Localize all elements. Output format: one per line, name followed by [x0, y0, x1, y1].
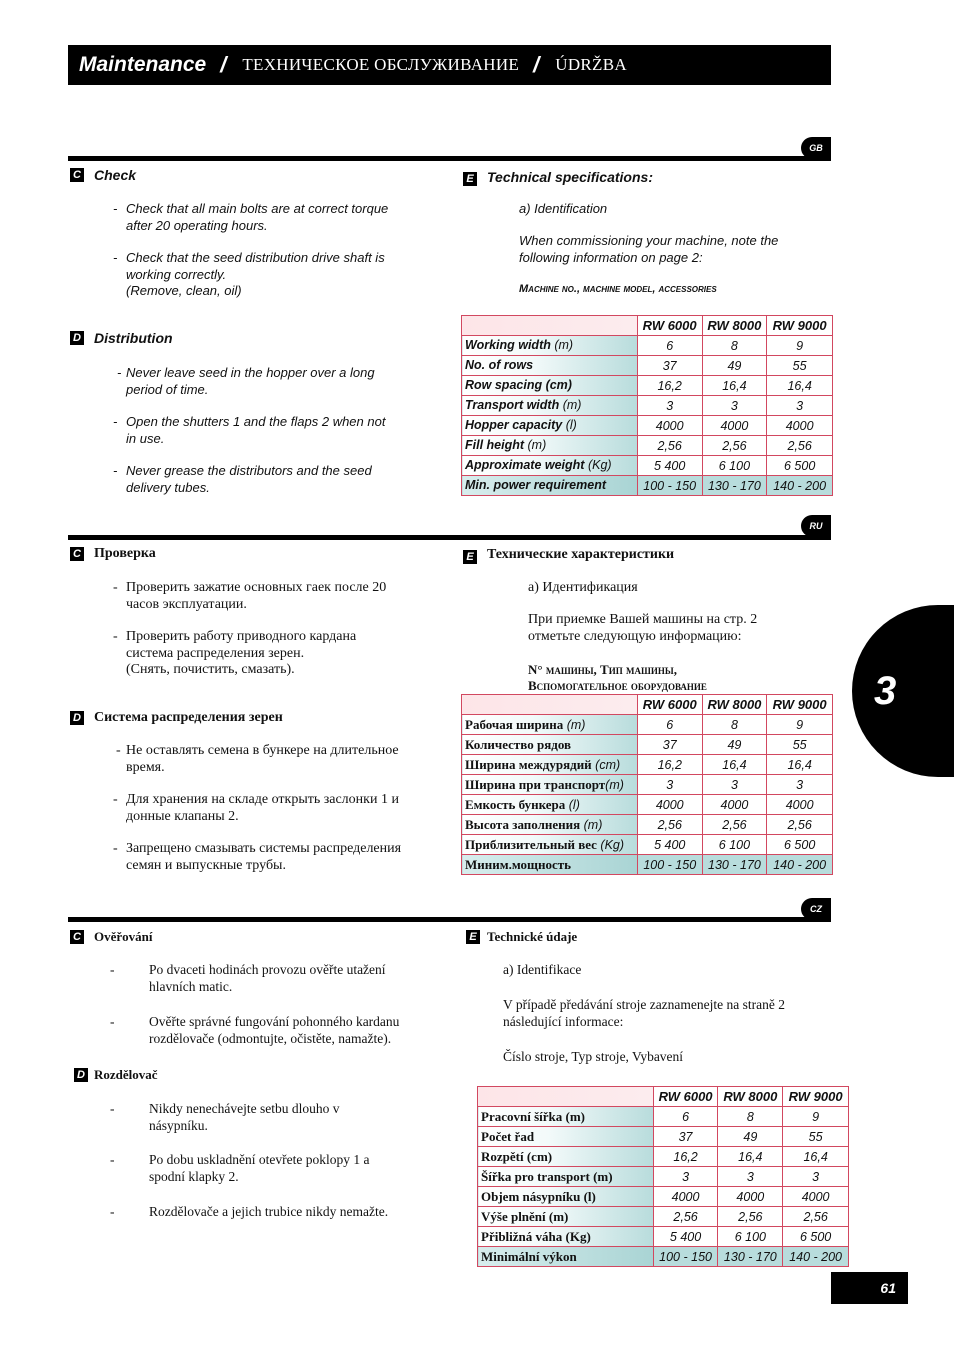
spec-value: 3 [767, 775, 833, 795]
cz-check-item: - Ověřte správné fungování pohonného kardanu rozdělovače (odmontujte, očistěte, namažte). [110, 1014, 400, 1046]
spec-label: Pracovní šířka (m) [478, 1107, 654, 1127]
spec-value: 16,4 [767, 755, 833, 775]
ru-spec-table [461, 694, 833, 875]
spec-label: Ширина междурядий (cm) [462, 755, 638, 775]
model-header: RW 8000 [702, 695, 767, 715]
spec-label: Objem násypníku (l) [478, 1187, 654, 1207]
gb-tech-heading [463, 168, 653, 186]
section-letter-d: D [74, 1068, 88, 1082]
spec-value: 130 - 170 [702, 855, 767, 875]
spec-label: Transport width (m) [462, 396, 638, 416]
spec-label: Row spacing (cm) [462, 376, 638, 396]
page-header [68, 45, 831, 85]
spec-value: 16,2 [637, 755, 702, 775]
spec-value: 49 [718, 1127, 783, 1147]
spec-label: Minimální výkon [478, 1247, 654, 1267]
section-letter-d: D [70, 711, 84, 725]
spec-value: 4000 [783, 1187, 849, 1207]
spec-label: No. of rows [462, 356, 638, 376]
cz-tech-title: Technické údaje [487, 929, 578, 944]
header-title-ru: ТЕХНИЧЕСКОЕ ОБСЛУЖИВАНИЕ [242, 55, 520, 74]
ru-distribution-item: - Запрещено смазывать системы распределения семян и выпускные трубы. [113, 841, 402, 873]
spec-label: Přibližná váha (Kg) [478, 1227, 654, 1247]
table-row [462, 815, 833, 835]
ru-tech-title: Технические характеристики [487, 547, 675, 562]
cz-distribution-title: Rozdělovač [94, 1067, 158, 1082]
spec-value: 2,56 [702, 815, 767, 835]
spec-value: 37 [637, 735, 702, 755]
table-row [462, 356, 833, 376]
gb-spec-table [461, 315, 833, 496]
spec-value: 5 400 [637, 456, 702, 476]
spec-value: 6 100 [718, 1227, 783, 1247]
model-header: RW 8000 [702, 316, 767, 336]
cz-check-heading [70, 929, 153, 945]
model-header: RW 9000 [767, 695, 833, 715]
spec-value: 140 - 200 [767, 476, 833, 496]
spec-value: 6 100 [702, 835, 767, 855]
spec-value: 4000 [637, 795, 702, 815]
table-row [462, 396, 833, 416]
spec-label: Rozpětí (cm) [478, 1147, 654, 1167]
spec-value: 55 [783, 1127, 849, 1147]
spec-value: 4000 [767, 795, 833, 815]
spec-value: 5 400 [653, 1227, 718, 1247]
section-letter-c: C [70, 930, 84, 944]
cz-spec-table [477, 1086, 849, 1267]
ru-machine-info: N° машины, Тип машины, Вспомогательное оборудование [528, 662, 707, 693]
ru-distribution-heading [70, 710, 283, 726]
spec-value: 9 [767, 336, 833, 356]
language-badge-ru: RU [801, 515, 831, 537]
spec-value: 3 [702, 396, 767, 416]
table-row [462, 476, 833, 496]
gb-distribution-item: - Open the shutters 1 and the flaps 2 when not in use. [113, 414, 386, 446]
table-row [462, 775, 833, 795]
spec-value: 9 [783, 1107, 849, 1127]
cz-machine-info: Číslo stroje, Typ stroje, Vybavení [503, 1049, 684, 1064]
section-letter-c: C [70, 547, 84, 561]
section-letter-e: E [466, 930, 480, 944]
spec-value: 3 [718, 1167, 783, 1187]
spec-value: 2,56 [702, 436, 767, 456]
header-title-cz: ÚDRŽBA [555, 55, 627, 74]
table-row [462, 735, 833, 755]
gb-distribution-item: - Never grease the distributors and the seed delivery tubes. [113, 463, 372, 495]
model-header: RW 9000 [783, 1087, 849, 1107]
spec-label: Approximate weight (Kg) [462, 456, 638, 476]
table-row [478, 1127, 849, 1147]
language-badge-cz: CZ [801, 898, 831, 920]
table-row [462, 795, 833, 815]
spec-value: 130 - 170 [718, 1247, 783, 1267]
spec-value: 16,2 [637, 376, 702, 396]
model-header: RW 6000 [637, 316, 702, 336]
spec-value: 2,56 [718, 1207, 783, 1227]
section-letter-e: E [463, 172, 477, 186]
table-row [462, 715, 833, 735]
spec-value: 55 [767, 735, 833, 755]
model-header: RW 9000 [767, 316, 833, 336]
ru-check-item: - Проверить зажатие основных гаек после 20 часов эксплуатации. [113, 580, 387, 612]
spec-label: Výše plnění (m) [478, 1207, 654, 1227]
ru-commissioning-note: При приемке Вашей машины на стр. 2 отметьте следующую информацию: [528, 612, 758, 644]
cz-distribution-item: - Rozdělovače a jejich trubice nikdy nemažte. [110, 1204, 389, 1219]
ru-identification: a) Идентификация [528, 580, 638, 595]
spec-value: 4000 [702, 795, 767, 815]
spec-value: 16,2 [653, 1147, 718, 1167]
section-divider [68, 535, 831, 540]
gb-tech-title: Technical specifications: [487, 169, 653, 185]
spec-value: 3 [702, 775, 767, 795]
table-row [478, 1167, 849, 1187]
table-header-row [462, 695, 833, 715]
table-row [478, 1187, 849, 1207]
spec-value: 4000 [718, 1187, 783, 1207]
table-row [462, 416, 833, 436]
spec-value: 8 [718, 1107, 783, 1127]
spec-value: 4000 [702, 416, 767, 436]
spec-value: 16,4 [783, 1147, 849, 1167]
cz-distribution-heading [74, 1067, 158, 1083]
header-slash: / [533, 52, 540, 77]
table-row [478, 1207, 849, 1227]
spec-label: Миним.мощность [462, 855, 638, 875]
header-title-en: Maintenance [79, 53, 207, 76]
gb-identification: a) Identification [519, 201, 608, 216]
table-header-row [478, 1087, 849, 1107]
ru-distribution-title: Система распределения зерен [94, 710, 283, 725]
spec-value: 16,4 [718, 1147, 783, 1167]
spec-label: Приблизительный вес (Kg) [462, 835, 638, 855]
spec-value: 2,56 [767, 436, 833, 456]
spec-value: 16,4 [702, 376, 767, 396]
spec-value: 2,56 [783, 1207, 849, 1227]
table-row [478, 1227, 849, 1247]
spec-value: 3 [767, 396, 833, 416]
spec-label: Ширина при транспорт(m) [462, 775, 638, 795]
language-badge-gb: GB [801, 137, 831, 159]
section-letter-e: E [463, 550, 477, 564]
table-row [478, 1247, 849, 1267]
spec-label: Počet řad [478, 1127, 654, 1147]
spec-value: 100 - 150 [637, 476, 702, 496]
spec-value: 5 400 [637, 835, 702, 855]
gb-distribution-title: Distribution [94, 330, 173, 346]
spec-value: 37 [653, 1127, 718, 1147]
spec-value: 100 - 150 [637, 855, 702, 875]
spec-value: 3 [637, 396, 702, 416]
spec-value: 100 - 150 [653, 1247, 718, 1267]
gb-check-heading [70, 167, 136, 183]
spec-value: 6 500 [783, 1227, 849, 1247]
spec-value: 3 [653, 1167, 718, 1187]
spec-value: 4000 [767, 416, 833, 436]
chapter-tab: 3 [852, 605, 954, 777]
table-row [462, 436, 833, 456]
model-header: RW 6000 [637, 695, 702, 715]
ru-distribution-item: - Не оставлять семена в бункере на длительное время. [116, 743, 399, 775]
ru-check-heading [70, 546, 156, 562]
spec-label: Working width (m) [462, 336, 638, 356]
cz-distribution-item: - Po dobu uskladnění otevřete poklopy 1 a spodní klapky 2. [110, 1152, 370, 1184]
ru-tech-heading [463, 546, 674, 564]
spec-label: Šířka pro transport (m) [478, 1167, 654, 1187]
gb-check-item: - Check that all main bolts are at correct torque after 20 operating hours. [113, 201, 389, 233]
spec-value: 3 [783, 1167, 849, 1187]
spec-value: 6 500 [767, 456, 833, 476]
spec-value: 140 - 200 [783, 1247, 849, 1267]
spec-label: Min. power requirement [462, 476, 638, 496]
section-letter-d: D [70, 331, 84, 345]
gb-distribution-heading [70, 330, 173, 346]
header-slash: / [220, 52, 227, 77]
spec-value: 16,4 [702, 755, 767, 775]
table-row [462, 855, 833, 875]
model-header: RW 8000 [718, 1087, 783, 1107]
spec-value: 6 100 [702, 456, 767, 476]
cz-check-title: Ověřování [94, 929, 153, 944]
ru-check-item: - Проверить работу приводного кардана система распределения зерен. (Снять, почистить, смазать). [113, 629, 357, 677]
spec-value: 6 [637, 336, 702, 356]
spec-label: Емкость бункера (l) [462, 795, 638, 815]
spec-value: 130 - 170 [702, 476, 767, 496]
table-row [462, 835, 833, 855]
spec-label: Высота заполнения (m) [462, 815, 638, 835]
model-header: RW 6000 [653, 1087, 718, 1107]
spec-label: Hopper capacity (l) [462, 416, 638, 436]
section-divider [68, 917, 831, 922]
spec-value: 8 [702, 715, 767, 735]
gb-check-item: - Check that the seed distribution drive shaft is working correctly. (Remove, clean, oil) [113, 250, 385, 298]
spec-value: 55 [767, 356, 833, 376]
spec-value: 2,56 [653, 1207, 718, 1227]
spec-value: 49 [702, 735, 767, 755]
table-row [462, 376, 833, 396]
gb-commissioning-note: When commissioning your machine, note the following information on page 2: [519, 233, 779, 265]
gb-check-title: Check [94, 167, 137, 183]
spec-value: 6 [637, 715, 702, 735]
section-letter-c: C [70, 168, 84, 182]
cz-commissioning-note: V případě předávání stroje zaznamenejte na straně 2 následující informace: [503, 997, 785, 1029]
spec-label: Рабочая ширина (m) [462, 715, 638, 735]
spec-value: 2,56 [637, 436, 702, 456]
table-header-row [462, 316, 833, 336]
spec-value: 140 - 200 [767, 855, 833, 875]
table-row [478, 1147, 849, 1167]
spec-value: 37 [637, 356, 702, 376]
spec-value: 4000 [637, 416, 702, 436]
spec-value: 2,56 [767, 815, 833, 835]
spec-value: 8 [702, 336, 767, 356]
spec-value: 6 [653, 1107, 718, 1127]
spec-value: 2,56 [637, 815, 702, 835]
table-row [462, 336, 833, 356]
table-row [462, 755, 833, 775]
spec-value: 49 [702, 356, 767, 376]
spec-value: 4000 [653, 1187, 718, 1207]
gb-distribution-item: - Never leave seed in the hopper over a long period of time. [117, 365, 375, 397]
spec-value: 9 [767, 715, 833, 735]
cz-distribution-item: - Nikdy nenechávejte setbu dlouho v násypníku. [110, 1101, 340, 1133]
spec-label: Fill height (m) [462, 436, 638, 456]
ru-distribution-item: - Для хранения на складе открыть заслонки 1 и донные клапаны 2. [113, 792, 399, 824]
spec-value: 16,4 [767, 376, 833, 396]
spec-value: 3 [637, 775, 702, 795]
table-row [462, 456, 833, 476]
page-number: 61 [831, 1272, 908, 1304]
spec-value: 6 500 [767, 835, 833, 855]
ru-check-title: Проверка [94, 546, 156, 561]
cz-check-item: - Po dvaceti hodinách provozu ověřte utažení hlavních matic. [110, 962, 386, 994]
cz-tech-heading [466, 929, 577, 945]
spec-label: Количество рядов [462, 735, 638, 755]
cz-identification: a) Identifikace [503, 962, 582, 977]
gb-machine-info: Machine no., machine model, accessories [519, 283, 717, 295]
table-row [478, 1107, 849, 1127]
section-divider [68, 156, 831, 161]
